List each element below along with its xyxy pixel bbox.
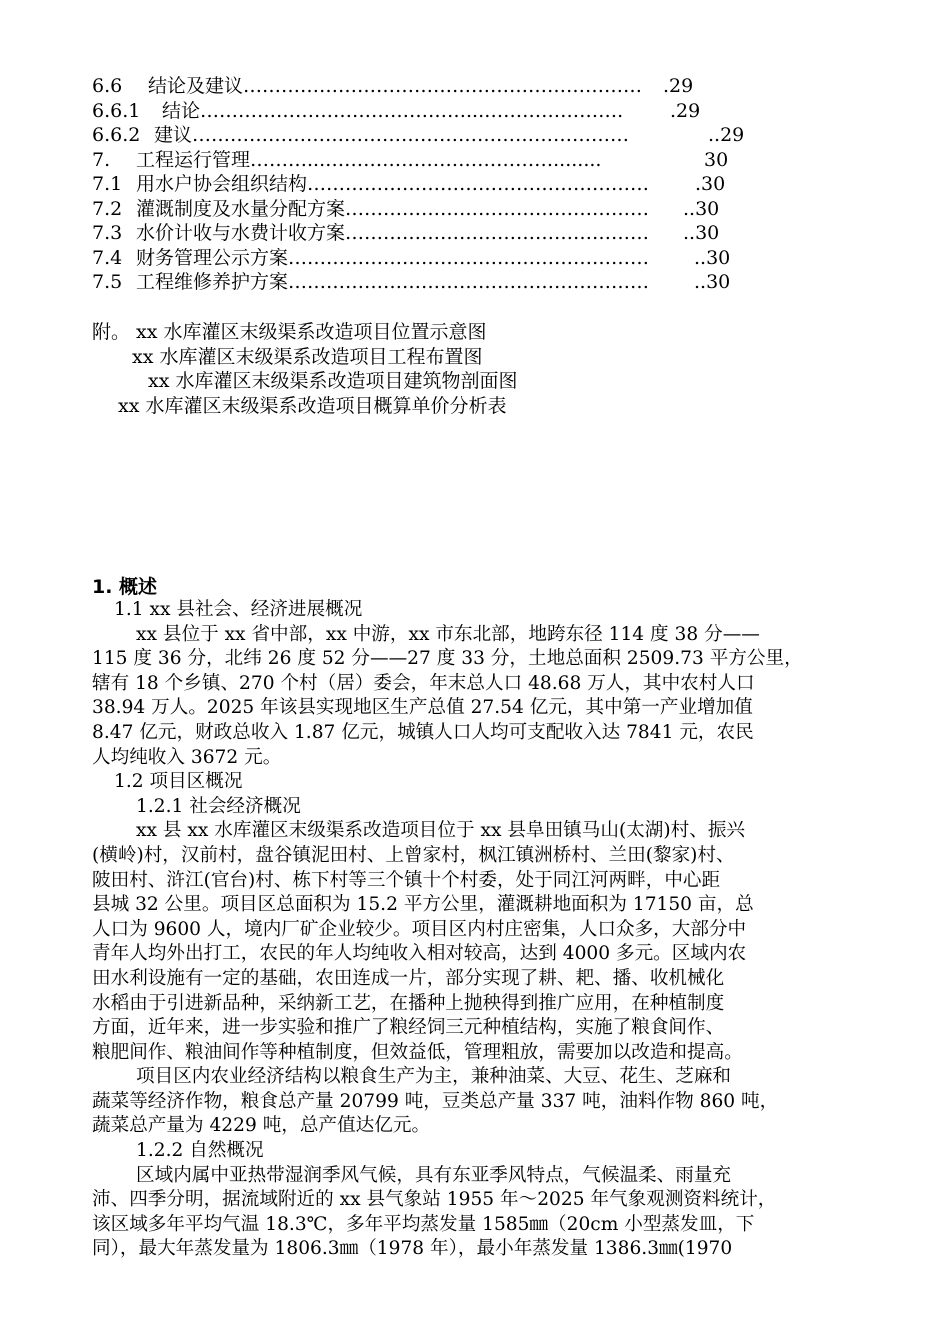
paragraph-line: 同），最大年蒸发量为 1806.3㎜（1978 年），最小年蒸发量 1386.3㎜(1970 xyxy=(92,1238,733,1260)
paragraph-line: 蔬菜等经济作物，粮食总产量 20799 吨，豆类总产量 337 吨，油料作物 860 吨， xyxy=(92,1090,779,1112)
toc-number: 6.6.2 xyxy=(92,124,141,146)
paragraph-line: xx 县位于 xx 省中部，xx 中游，xx 市东北部，地跨东径 114 度 38 分—— xyxy=(136,623,760,645)
toc-number: 7.4 xyxy=(92,246,123,269)
section-heading: 1. 概述 xyxy=(92,576,158,598)
paragraph-line: (横岭)村，汉前村，盘谷镇泥田村、上曾家村，枫江镇洲桥村、兰田(黎家)村、 xyxy=(92,844,735,866)
toc-page-number: ..29 xyxy=(708,124,745,146)
toc-leader-dots: ………...………………………………........ xyxy=(250,148,602,171)
toc-entry[interactable] xyxy=(92,148,792,173)
paragraph-line: 区域内属中亚热带湿润季风气候，具有东亚季风特点，气候温柔、雨量充 xyxy=(136,1164,732,1186)
toc-page-number: ..30 xyxy=(694,246,731,269)
toc-entry[interactable] xyxy=(92,123,792,148)
toc-number: 7.5 xyxy=(92,271,123,293)
toc-leader-dots: ………………………………………………… xyxy=(288,246,650,269)
paragraph-line: 该区域多年平均气温 18.3℃，多年平均蒸发量 1585㎜（20cm 小型蒸发皿，下 xyxy=(92,1213,755,1235)
paragraph-line: 水稻由于引进新品种，采纳新工艺，在播种上抛秧得到推广应用，在种植制度 xyxy=(92,992,725,1014)
subsection-heading: 1.1 xx 县社会、经济进展概况 xyxy=(114,599,363,620)
toc-leader-dots: ……………………………………………… xyxy=(307,173,650,195)
toc-page-number: 30 xyxy=(704,148,729,171)
paragraph-line: 人口为 9600 人，境内厂矿企业较少。项目区内村庄密集，人口众多，大部分中 xyxy=(92,918,747,940)
toc-title: 工程运行管理 xyxy=(136,148,251,171)
paragraph-line: 粮肥间作、粮油间作等种植制度，但效益低，管理粗放，需要加以改造和提高。 xyxy=(92,1041,743,1063)
appendix-list xyxy=(92,320,517,418)
subsection-heading: 1.2.1 社会经济概况 xyxy=(136,795,301,817)
toc-page-number: ..30 xyxy=(683,222,720,244)
paragraph-line: 人均纯收入 3672 元。 xyxy=(92,746,282,768)
toc-entry[interactable] xyxy=(92,270,792,295)
toc-title: 财务管理公示方案 xyxy=(136,246,289,269)
toc-leader-dots: ………………………………………… xyxy=(345,197,650,220)
paragraph-line: 沛、四季分明，据流域附近的 xx 县气象站 1955 年～2025 年气象观测资料统计， xyxy=(92,1189,777,1211)
toc-entry[interactable] xyxy=(92,172,792,197)
toc-entry[interactable] xyxy=(92,74,792,99)
toc-entry[interactable] xyxy=(92,221,792,246)
paragraph-line: 115 度 36 分，北纬 26 度 52 分——27 度 33 分，土地总面积 2509.73 平方公里， xyxy=(92,648,803,670)
paragraph-line: xx 县 xx 水库灌区末级渠系改造项目位于 xx 县阜田镇马山(太湖)村、振兴 xyxy=(136,820,746,842)
subsection-heading: 1.2 项目区概况 xyxy=(114,771,243,793)
paragraph-line: 陂田村、浒江(官台)村、栋下村等三个镇十个村委，处于同江河两畔，中心距 xyxy=(92,869,721,891)
toc-number: 7.2 xyxy=(92,197,123,220)
toc-entry[interactable] xyxy=(92,197,792,222)
body-text xyxy=(92,598,862,1262)
toc-title: 灌溉制度及水量分配方案 xyxy=(136,197,346,220)
toc-leader-dots: …………………………………………………………… xyxy=(192,124,630,146)
paragraph-line: 辖有 18 个乡镇、270 个村（居）委会，年末总人口 48.68 万人，其中农村人口 xyxy=(92,672,755,694)
toc-title: 结论及建议 xyxy=(148,75,244,97)
toc-page-number: ..30 xyxy=(694,271,731,293)
toc-number: 6.6 xyxy=(92,75,123,97)
toc-entry[interactable] xyxy=(92,246,792,271)
toc-page-number: .29 xyxy=(663,75,694,97)
toc-title: 结论 xyxy=(162,99,201,122)
paragraph-line: 8.47 亿元，财政总收入 1.87 亿元，城镇人口人均可支配收入达 7841 元，农民 xyxy=(92,721,754,743)
toc-leader-dots: ……………………………………...…………………. xyxy=(200,99,624,122)
toc-number: 7. xyxy=(92,148,111,171)
toc-leader-dots: ………………………………………… xyxy=(345,222,650,244)
toc-number: 7.3 xyxy=(92,222,123,244)
toc-leader-dots: ………………………………………………… xyxy=(288,271,650,293)
paragraph-line: 县城 32 公里。项目区总面积为 15.2 平方公里，灌溉耕地面积为 17150 亩，总 xyxy=(92,894,754,916)
toc-page-number: .29 xyxy=(670,99,701,122)
paragraph-line: 项目区内农业经济结构以粮食生产为主，兼种油菜、大豆、花生、芝麻和 xyxy=(136,1066,732,1088)
paragraph-line: 38.94 万人。2025 年该县实现地区生产总值 27.54 亿元，其中第一产业增加值 xyxy=(92,697,753,719)
toc-title: 工程维修养护方案 xyxy=(136,271,289,293)
paragraph-line: 青年人均外出打工，农民的年人均纯收入相对较高，达到 4000 多元。区域内农 xyxy=(92,943,747,965)
appendix-item: xx 水库灌区末级渠系改造项目建筑物剖面图 xyxy=(148,370,518,392)
toc-title: 水价计收与水费计收方案 xyxy=(136,222,346,244)
appendix-item: xx 水库灌区末级渠系改造项目工程布置图 xyxy=(132,345,483,368)
appendix-item: xx 水库灌区末级渠系改造项目概算单价分析表 xyxy=(118,394,507,417)
paragraph-line: 方面，近年来，进一步实验和推广了粮经饲三元种植结构，实施了粮食间作、 xyxy=(92,1017,725,1039)
toc-leader-dots: ……………………………………………………… xyxy=(243,75,643,97)
toc-number: 6.6.1 xyxy=(92,99,141,122)
toc-page-number: ..30 xyxy=(683,197,720,220)
paragraph-line: 田水利设施有一定的基础，农田连成一片，部分实现了耕、耙、播、收机械化 xyxy=(92,967,725,989)
toc-page-number: .30 xyxy=(695,173,726,195)
toc-title: 用水户协会组织结构 xyxy=(136,173,308,195)
toc-title: 建议 xyxy=(154,124,193,146)
appendix-item: 附。 xx 水库灌区末级渠系改造项目位置示意图 xyxy=(92,321,487,343)
toc-entry[interactable] xyxy=(92,99,792,124)
paragraph-line: 蔬菜总产量为 4229 吨，总产值达亿元。 xyxy=(92,1115,431,1137)
subsection-heading: 1.2.2 自然概况 xyxy=(136,1140,264,1162)
toc-number: 7.1 xyxy=(92,173,123,195)
table-of-contents xyxy=(92,74,792,295)
